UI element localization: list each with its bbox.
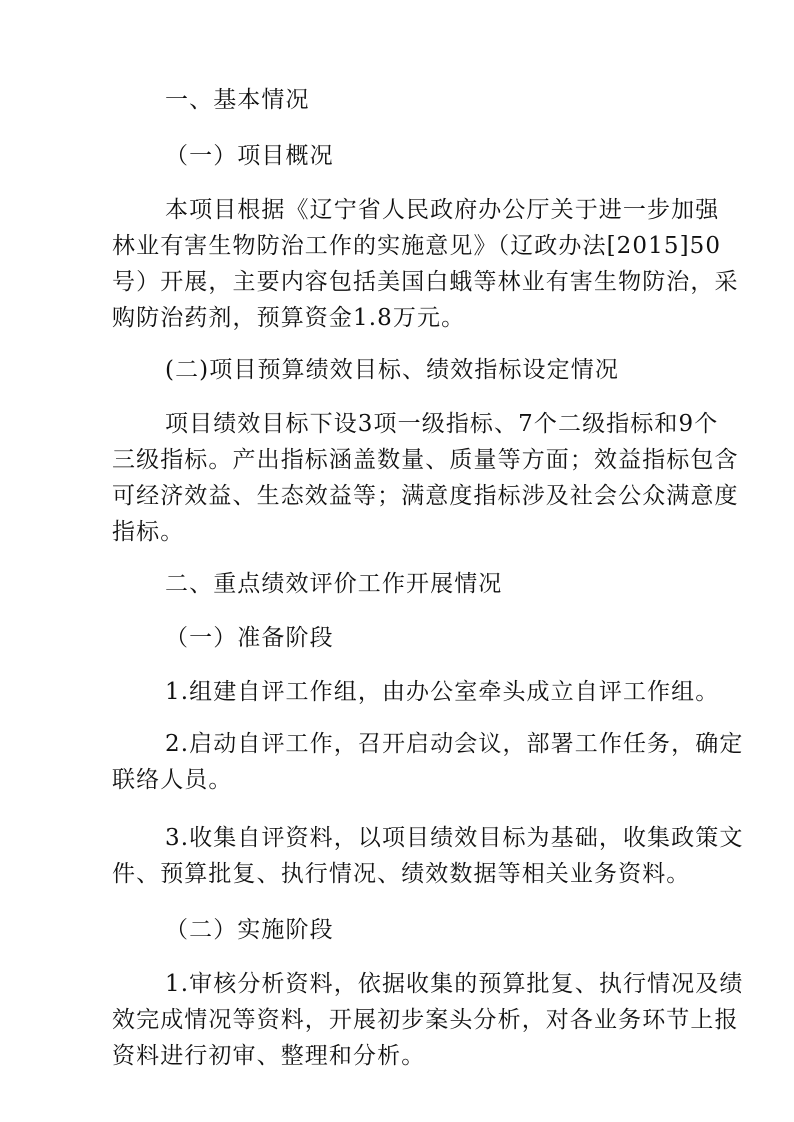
subsection-heading-preparation: （一）准备阶段	[165, 625, 334, 651]
paragraph-line: 项目绩效目标下设3项一级指标、7个二级指标和9个	[165, 411, 719, 437]
list-item: 3.收集自评资料，以项目绩效目标为基础，收集政策文	[165, 825, 744, 851]
section-heading-evaluation-work: 二、重点绩效评价工作开展情况	[165, 571, 503, 597]
paragraph-line: 三级指标。产出指标涵盖数量、质量等方面；效益指标包含	[112, 447, 739, 473]
subsection-heading-implementation: （二）实施阶段	[165, 917, 334, 943]
paragraph-line: 号）开展，主要内容包括美国白蛾等林业有害生物防治，采	[112, 269, 739, 295]
list-item-continuation: 效完成情况等资料，开展初步案头分析，对各业务环节上报	[112, 1007, 739, 1033]
section-heading-basic-situation: 一、基本情况	[165, 87, 310, 113]
subsection-heading-project-overview: （一）项目概况	[165, 143, 334, 169]
list-item-continuation: 资料进行初审、整理和分析。	[112, 1043, 426, 1069]
paragraph-line: 购防治药剂，预算资金1.8万元。	[112, 305, 466, 331]
list-item: 2.启动自评工作，召开启动会议，部署工作任务，确定	[165, 731, 744, 757]
paragraph-line: 可经济效益、生态效益等；满意度指标涉及社会公众满意度	[112, 483, 739, 509]
list-item: 1.组建自评工作组，由办公室牵头成立自评工作组。	[165, 679, 720, 705]
paragraph-line: 指标。	[112, 519, 185, 545]
paragraph-line: 本项目根据《辽宁省人民政府办公厅关于进一步加强	[165, 197, 720, 223]
list-item-continuation: 联络人员。	[112, 767, 233, 793]
list-item: 1.审核分析资料，依据收集的预算批复、执行情况及绩	[165, 971, 744, 997]
paragraph-line: 林业有害生物防治工作的实施意见》（辽政办法[2015]50	[112, 233, 722, 259]
subsection-heading-performance-targets: (二)项目预算绩效目标、绩效指标设定情况	[165, 357, 619, 383]
list-item-continuation: 件、预算批复、执行情况、绩效数据等相关业务资料。	[112, 861, 691, 887]
